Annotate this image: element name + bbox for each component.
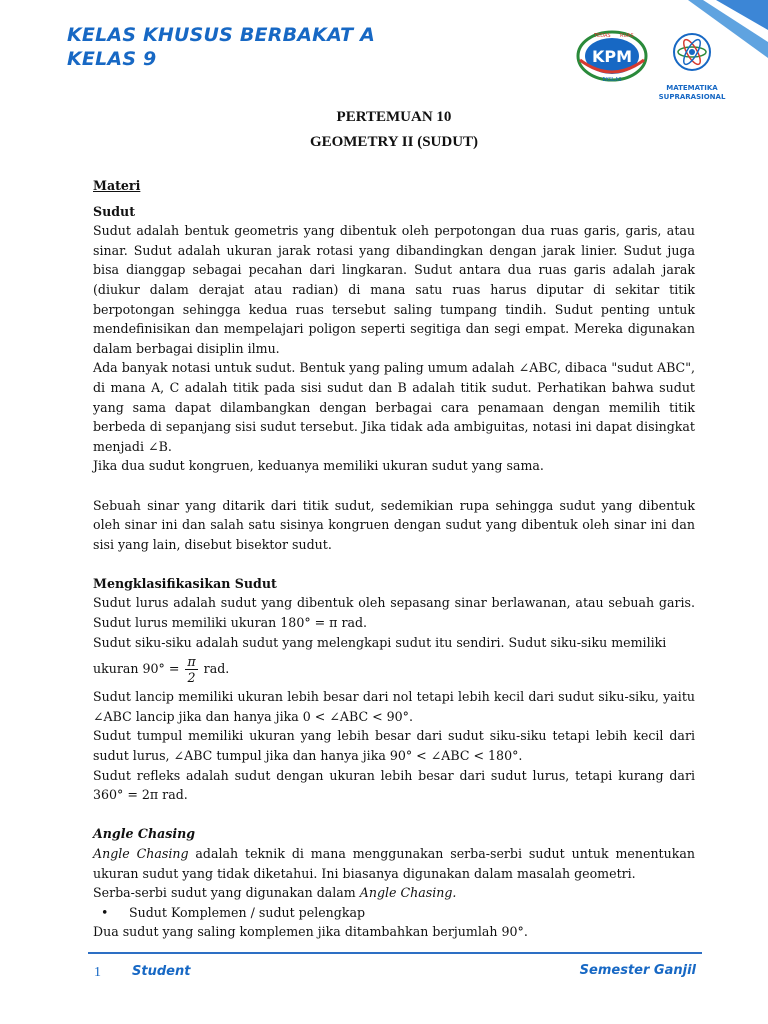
materi-heading: Materi bbox=[93, 178, 141, 193]
paragraph-bisector: Sebuah sinar yang ditarik dari titik sudut, sedemikian rupa sehingga sudut yang dibentuk oleh sinar ini dan salah satu sisinya kongruen dengan sudut yang dibentuk oleh sinar ini dan sisi yang lain, disebut bisektor sudut. bbox=[93, 497, 695, 552]
classification-heading: Mengklasifikasikan Sudut bbox=[93, 575, 277, 591]
angle-chasing-description: adalah teknik di mana menggunakan serba-serbi sudut untuk menentukan ukuran sudut yang tidak diketahui. Ini biasanya digunakan dalam masalah geometri. bbox=[93, 846, 695, 881]
paragraph-right-angle-2 bbox=[93, 654, 695, 685]
paragraph-right-angle-1: Sudut siku-siku adalah sudut yang melengkapi sudut itu sendiri. Sudut siku-siku memiliki bbox=[93, 634, 667, 650]
paragraph-angle-chasing-list-intro bbox=[93, 883, 695, 903]
footer-divider bbox=[88, 952, 702, 954]
paragraph-obtuse-angle: Sudut tumpul memiliki ukuran yang lebih besar dari sudut siku-siku tetapi lebih kecil dari sudut lurus, ∠ABC tumpul jika dan hanya jika 90° < ∠ABC < 180°. bbox=[93, 728, 695, 764]
fraction-denominator: 2 bbox=[187, 670, 196, 686]
sudut-heading: Sudut bbox=[93, 203, 136, 219]
paragraph-congruent: Jika dua sudut kongruen, keduanya memiliki ukuran sudut yang sama. bbox=[93, 458, 544, 474]
topic-title: GEOMETRY II (SUDUT) bbox=[309, 134, 479, 150]
footer-semester: Semester Ganjil bbox=[579, 963, 696, 978]
fraction-numerator: π bbox=[187, 654, 196, 670]
angle-chasing-term: Angle Chasing bbox=[93, 846, 189, 861]
svg-text:RUAS: RUAS bbox=[620, 33, 634, 39]
bullet-title: Sudut Komplemen / sudut pelengkap bbox=[129, 904, 366, 920]
paragraph-angle-chasing-intro bbox=[93, 844, 695, 883]
header-class-name: KELAS KHUSUS BERBAKAT A bbox=[67, 24, 376, 46]
paragraph-reflex-angle: Sudut refleks adalah sudut dengan ukuran lebih besar dari sudut lurus, tetapi kurang dari 360° = 2π rad. bbox=[93, 767, 695, 803]
bullet-icon: • bbox=[101, 904, 109, 920]
bullet-description: Dua sudut yang saling komplemen jika ditambahkan berjumlah 90°. bbox=[93, 924, 528, 940]
right-angle-measure-text: ukuran 90° = bbox=[93, 661, 180, 677]
logo-caption-suprarasional: SUPRARASIONAL bbox=[658, 93, 726, 101]
list-intro-text: Serba-serbi sudut yang digunakan dalam bbox=[93, 885, 360, 901]
list-intro-term: Angle Chasing. bbox=[359, 885, 457, 901]
rad-unit: rad. bbox=[199, 661, 230, 677]
page-number: 1 bbox=[94, 965, 101, 980]
svg-text:TEDAS: TEDAS bbox=[594, 33, 611, 39]
kpm-logo-icon bbox=[574, 28, 650, 84]
svg-text:KPM: KPM bbox=[591, 47, 633, 66]
svg-text:EKSLAS: EKSLAS bbox=[602, 77, 622, 83]
logo-caption-matematika: MATEMATIKA bbox=[666, 84, 718, 92]
paragraph-straight-angle: Sudut lurus adalah sudut yang dibentuk oleh sepasang sinar berlawanan, atau sebuah garis. Sudut lurus memiliki ukuran 180° = π rad. bbox=[93, 595, 695, 631]
paragraph-notation: Ada banyak notasi untuk sudut. Bentuk yang paling umum adalah ∠ABC, dibaca "sudut ABC", di mana A, C adalah titik pada sisi sudut dan B adalah titik sudut. Perhatikan bahwa sudut yang sama dapat dilambangkan dengan berbagai cara penamaan dengan memilih titik berbeda di sepanjang sisi sudut tersebut. Jika tidak ada ambiguitas, notasi ini dapat disingkat menjadi ∠B. bbox=[93, 360, 695, 454]
paragraph-sudut-definition: Sudut adalah bentuk geometris yang dibentuk oleh perpotongan dua ruas garis, garis, atau sinar. Sudut adalah ukuran jarak rotasi yang dibandingkan dengan jarak linier. Sudut juga bisa dianggap sebagai pecahan dari lingkaran. Sudut antara dua ruas garis adalah jarak (diukur dalam derajat atau radian) di mana satu ruas harus diputar di sekitar titik berpotongan sehingga kedua ruas tersebut saling tumpang tindih. Sudut penting untuk mendefinisikan dan mempelajari poligon seperti segitiga dan segi empat. Mereka digunakan dalam berbagai disiplin ilmu. bbox=[93, 223, 695, 356]
list-item bbox=[101, 903, 695, 923]
pi-over-2-fraction bbox=[185, 654, 197, 685]
document-body bbox=[93, 176, 695, 942]
meeting-title: PERTEMUAN 10 bbox=[336, 109, 452, 125]
footer-audience: Student bbox=[132, 964, 191, 979]
header-grade: KELAS 9 bbox=[67, 48, 157, 70]
paragraph-acute-angle: Sudut lancip memiliki ukuran lebih besar dari nol tetapi lebih kecil dari sudut siku-siku, yaitu ∠ABC lancip jika dan hanya jika 0 < ∠ABC < 90°. bbox=[93, 689, 695, 724]
angle-chasing-heading: Angle Chasing bbox=[93, 826, 196, 842]
